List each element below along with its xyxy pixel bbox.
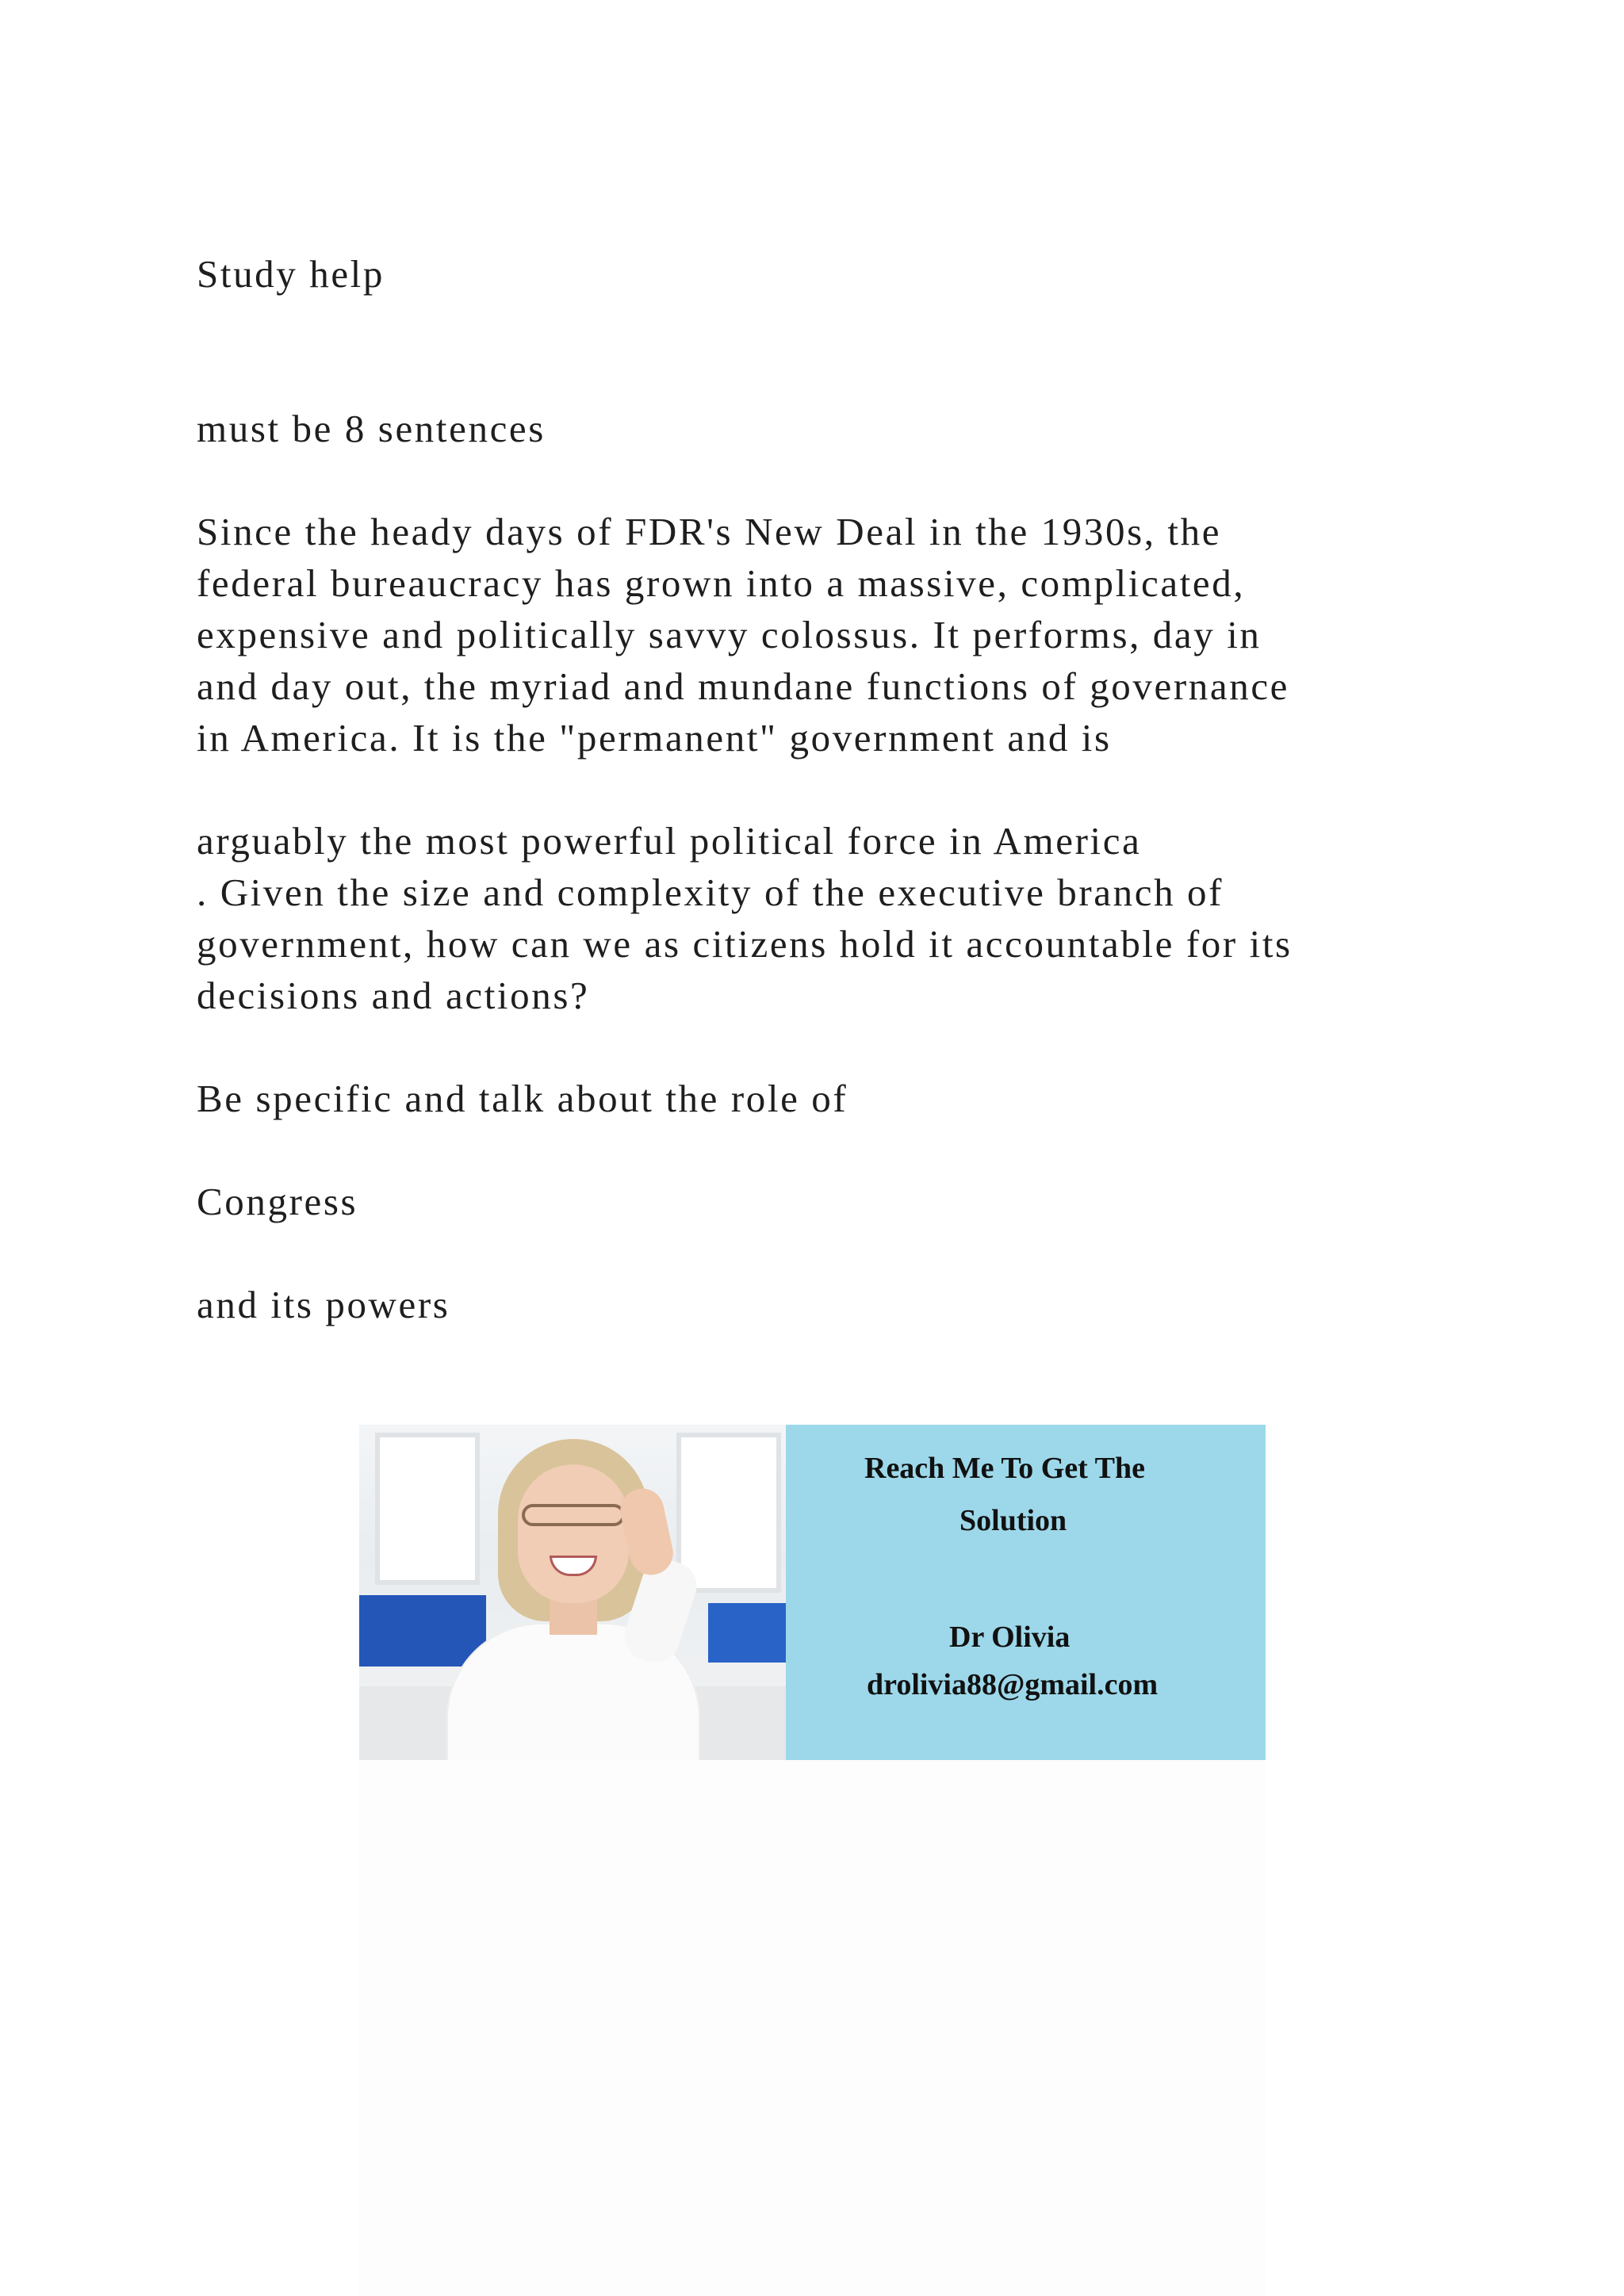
paragraph-1-line: federal bureaucracy has grown into a massive, complicated, [197, 561, 1246, 605]
paragraph-2 [197, 815, 1293, 1021]
paragraph-4-line: Congress [197, 1180, 358, 1223]
paragraph-2-line: . Given the size and complexity of the executive branch of [197, 871, 1224, 914]
banner-headline-line-2: Solution [959, 1504, 1067, 1537]
paragraph-4 [197, 1176, 358, 1227]
paragraph-3-line: Be specific and talk about the role of [197, 1077, 848, 1120]
contact-email: drolivia88@gmail.com [867, 1668, 1159, 1701]
banner-headline-line-1: Reach Me To Get The [864, 1452, 1145, 1485]
paragraph-5 [197, 1279, 450, 1330]
contact-info-panel [786, 1425, 1266, 1760]
paragraph-2-line: government, how can we as citizens hold it accountable for its [197, 922, 1293, 966]
requirement-line: must be 8 sentences [197, 407, 546, 450]
glasses-icon [522, 1504, 625, 1526]
blue-chair-right [708, 1603, 786, 1663]
paragraph-1-line: and day out, the myriad and mundane functions of governance [197, 664, 1290, 708]
smiling-woman-photo [359, 1425, 786, 1760]
window-frame [375, 1433, 480, 1585]
person-face [518, 1464, 629, 1603]
paragraph-2-line: arguably the most powerful political force in America [197, 819, 1142, 863]
title-text: Study help [197, 252, 385, 296]
blank-image-area [359, 1760, 1266, 2296]
paragraph-1 [197, 506, 1289, 763]
contact-name: Dr Olivia [949, 1621, 1071, 1654]
window-frame [676, 1433, 781, 1593]
contact-banner [359, 1425, 1266, 1760]
blue-chair-left [359, 1595, 486, 1667]
paragraph-3 [197, 1073, 848, 1124]
paragraph-1-line: in America. It is the "permanent" government and is [197, 716, 1112, 760]
paragraph-5-line: and its powers [197, 1283, 450, 1326]
paragraph-2-line: decisions and actions? [197, 974, 590, 1017]
paragraph-1-line: expensive and politically savvy colossus. It performs, day in [197, 613, 1262, 656]
requirement-text [197, 403, 546, 454]
paragraph-1-line: Since the heady days of FDR's New Deal in the 1930s, the [197, 510, 1222, 553]
document-title [197, 248, 385, 300]
